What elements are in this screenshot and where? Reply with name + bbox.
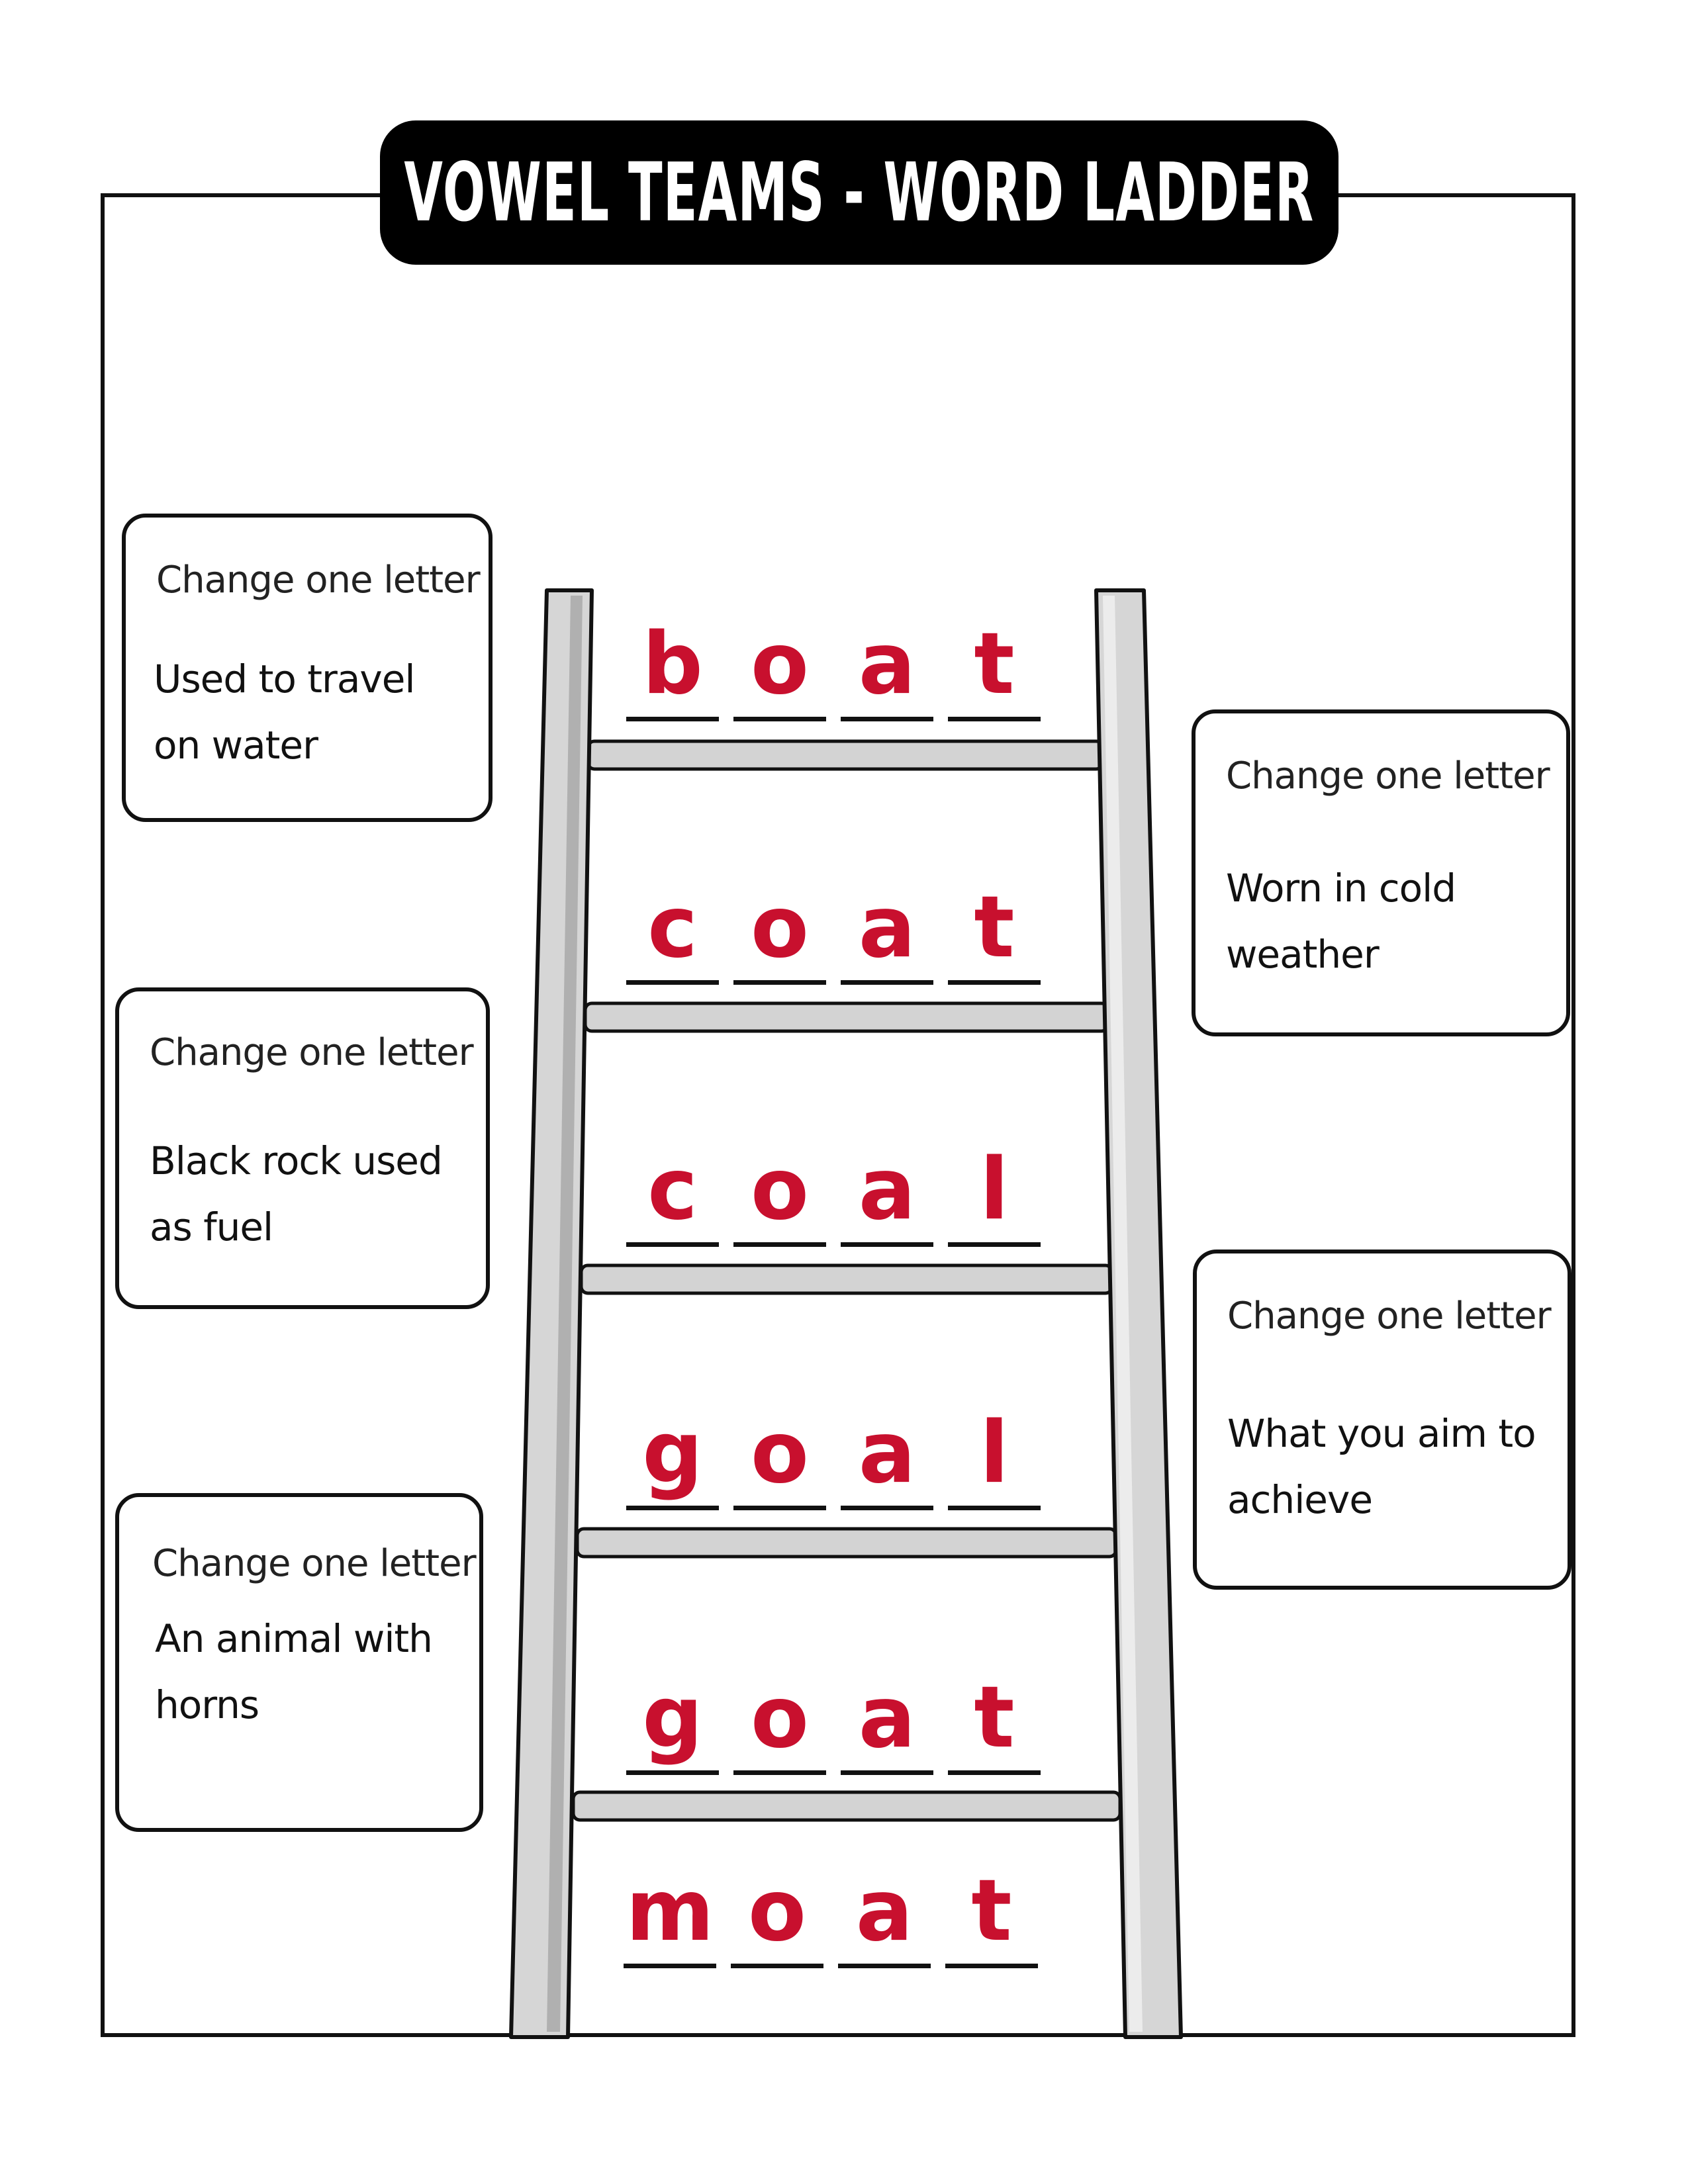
- letter-blank[interactable]: [729, 878, 830, 985]
- letter-blank[interactable]: [622, 1140, 723, 1247]
- letter-blank[interactable]: [944, 615, 1045, 721]
- ladder-rung: [577, 1529, 1116, 1557]
- clue-instruction: Change one letter: [1226, 754, 1550, 797]
- letter-blank[interactable]: [837, 878, 937, 985]
- letter-blank[interactable]: [834, 1862, 935, 1968]
- answer-letter: g: [642, 1404, 703, 1502]
- letter-blank[interactable]: [729, 615, 830, 721]
- clue-box-5: [115, 1493, 483, 1832]
- blank-line: [948, 717, 1041, 721]
- clue-text: What you aim to achieve: [1227, 1411, 1536, 1522]
- answer-letter: a: [858, 878, 916, 977]
- blank-line: [948, 980, 1041, 985]
- letter-blank[interactable]: [620, 1862, 720, 1968]
- blank-line: [948, 1770, 1041, 1775]
- answer-letter: o: [751, 1404, 809, 1502]
- letter-blank[interactable]: [944, 1140, 1045, 1247]
- blank-line: [626, 1770, 719, 1775]
- blank-line: [948, 1506, 1041, 1510]
- answer-letter: c: [647, 878, 698, 977]
- blank-line: [626, 1242, 719, 1247]
- blank-line: [624, 1964, 716, 1968]
- answer-letter: o: [748, 1862, 806, 1960]
- ladder-rung: [581, 1265, 1112, 1293]
- blank-line: [733, 1242, 826, 1247]
- clue-text: An animal with horns: [155, 1616, 432, 1727]
- answer-letter: t: [974, 615, 1015, 713]
- answer-letter: c: [647, 1140, 698, 1239]
- answer-letter: o: [751, 1668, 809, 1767]
- answer-letter: b: [642, 615, 703, 713]
- blank-line: [841, 717, 933, 721]
- answer-letter: t: [974, 878, 1015, 977]
- clue-instruction: Change one letter: [1227, 1295, 1551, 1338]
- blank-line: [731, 1964, 823, 1968]
- answer-letter: m: [626, 1862, 714, 1960]
- clue-instruction: Change one letter: [156, 559, 480, 602]
- word-row-coat: [622, 878, 1053, 985]
- blank-line: [945, 1964, 1038, 1968]
- clue-text: Used to travel on water: [154, 657, 415, 768]
- letter-blank[interactable]: [944, 878, 1045, 985]
- clue-box-3: [115, 987, 490, 1309]
- letter-blank[interactable]: [837, 615, 937, 721]
- blank-line: [841, 1770, 933, 1775]
- letter-blank[interactable]: [622, 1404, 723, 1510]
- letter-blank[interactable]: [837, 1140, 937, 1247]
- answer-letter: t: [974, 1668, 1015, 1767]
- answer-letter: t: [971, 1862, 1012, 1960]
- answer-letter: a: [858, 1668, 916, 1767]
- blank-line: [838, 1964, 931, 1968]
- letter-blank[interactable]: [944, 1668, 1045, 1775]
- blank-line: [733, 717, 826, 721]
- answer-letter: a: [855, 1862, 914, 1960]
- word-row-goat: [622, 1668, 1053, 1775]
- clue-text: Worn in cold weather: [1226, 866, 1456, 977]
- ladder-rung: [585, 1003, 1108, 1031]
- clue-text: Black rock used as fuel: [150, 1138, 442, 1250]
- blank-line: [733, 1506, 826, 1510]
- letter-blank[interactable]: [837, 1668, 937, 1775]
- blank-line: [626, 980, 719, 985]
- clue-instruction: Change one letter: [150, 1031, 473, 1074]
- answer-letter: a: [858, 1404, 916, 1502]
- answer-letter: g: [642, 1668, 703, 1767]
- clue-box-2: [1192, 709, 1570, 1036]
- word-row-coal: [622, 1140, 1053, 1247]
- letter-blank[interactable]: [837, 1404, 937, 1510]
- answer-letter: a: [858, 1140, 916, 1239]
- blank-line: [626, 717, 719, 721]
- answer-letter: o: [751, 615, 809, 713]
- answer-letter: l: [980, 1140, 1009, 1239]
- word-row-moat: [620, 1862, 1050, 1968]
- blank-line: [733, 980, 826, 985]
- clue-instruction: Change one letter: [152, 1542, 476, 1585]
- letter-blank[interactable]: [941, 1862, 1042, 1968]
- blank-line: [733, 1770, 826, 1775]
- word-row-goal: [622, 1404, 1053, 1510]
- blank-line: [841, 1242, 933, 1247]
- answer-letter: o: [751, 1140, 809, 1239]
- answer-letter: l: [980, 1404, 1009, 1502]
- clue-box-1: [122, 514, 492, 822]
- clue-box-4: [1193, 1250, 1571, 1590]
- letter-blank[interactable]: [729, 1404, 830, 1510]
- letter-blank[interactable]: [622, 615, 723, 721]
- ladder-rung: [573, 1792, 1120, 1820]
- answer-letter: o: [751, 878, 809, 977]
- blank-line: [626, 1506, 719, 1510]
- letter-blank[interactable]: [622, 1668, 723, 1775]
- letter-blank[interactable]: [622, 878, 723, 985]
- worksheet-title: VOWEL TEAMS - WORD LADDER: [404, 146, 1315, 240]
- word-row-boat: [622, 615, 1053, 721]
- blank-line: [841, 980, 933, 985]
- blank-line: [841, 1506, 933, 1510]
- letter-blank[interactable]: [729, 1668, 830, 1775]
- blank-line: [948, 1242, 1041, 1247]
- letter-blank[interactable]: [944, 1404, 1045, 1510]
- answer-letter: a: [858, 615, 916, 713]
- letter-blank[interactable]: [727, 1862, 827, 1968]
- ladder-rung: [588, 741, 1103, 769]
- letter-blank[interactable]: [729, 1140, 830, 1247]
